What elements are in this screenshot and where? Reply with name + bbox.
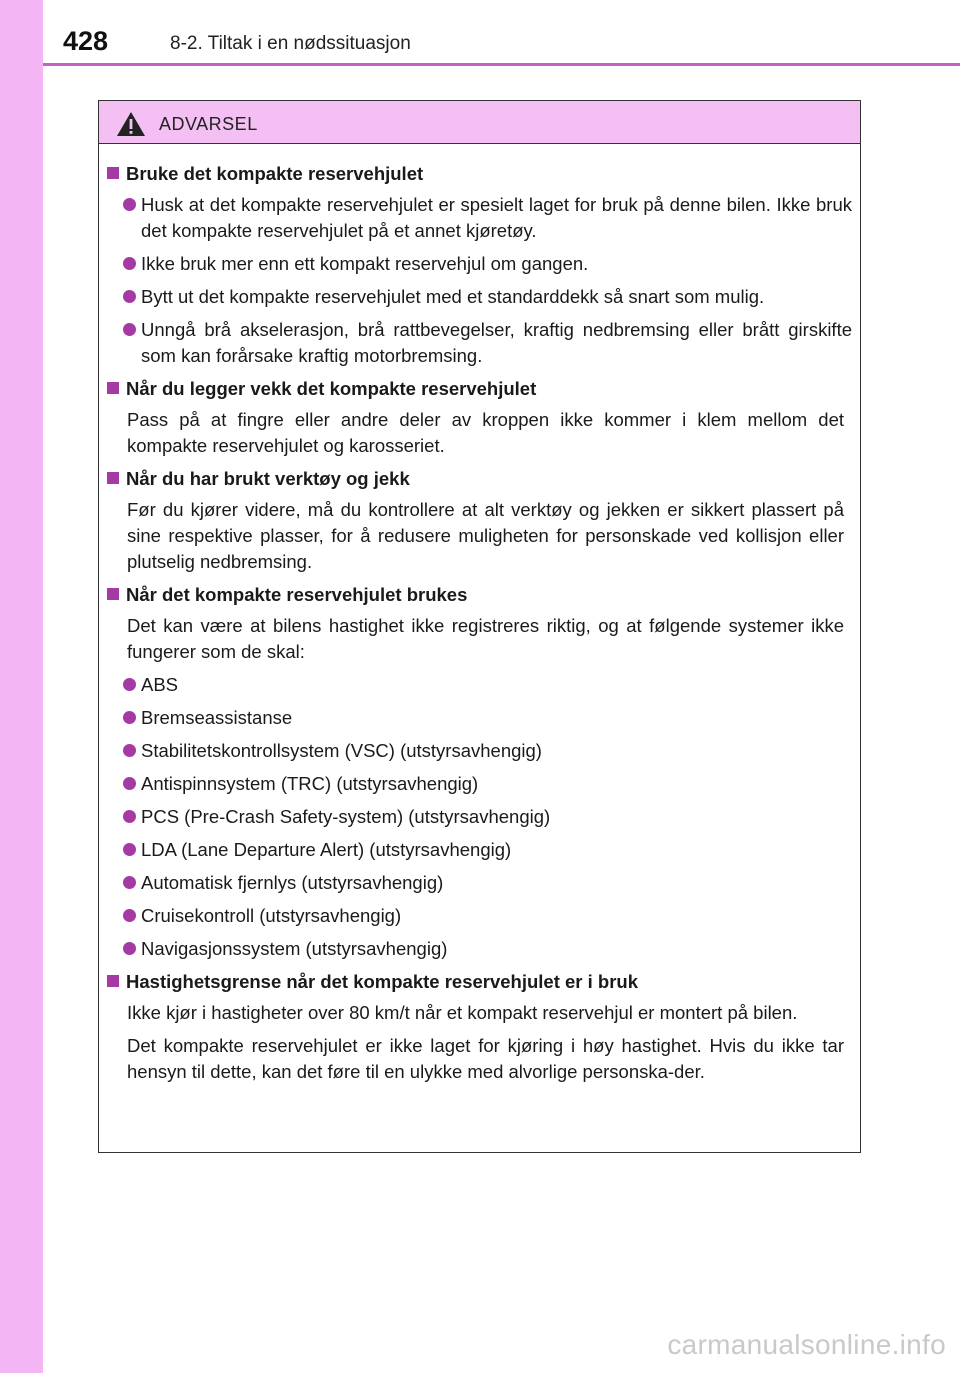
section-paragraph: Før du kjører videre, må du kontrollere at alt verktøy og jekken er sikkert plassert på sine respektive plasser, for å redusere muligheten for personskade ved kollisjon eller plutselig nedbremsing. [127,499,844,572]
square-bullet-icon [107,167,119,179]
section-heading: Når du har brukt verktøy og jekk [107,466,852,491]
section-paragraph: Det kompakte reservehjulet er ikke laget for kjøring i høy hastighet. Hvis du ikke tar hensyn til dette, kan det føre til en ulykke med alvorlige personska-der. [127,1035,844,1082]
page-number: 428 [63,26,109,56]
round-bullet-icon [123,198,136,211]
warning-box [98,100,861,1153]
section-paragraph: Ikke kjør i hastigheter over 80 km/t når et kompakt reservehjul er montert på bilen. [127,1002,798,1023]
round-bullet-icon [123,777,136,790]
bullet-item: Ikke bruk mer enn ett kompakt reservehjul om gangen. [123,251,852,277]
section-heading: Når du legger vekk det kompakte reservehjulet [107,376,852,401]
round-bullet-icon [123,257,136,270]
round-bullet-icon [123,810,136,823]
bullet-item: LDA (Lane Departure Alert) (utstyrsavhengig) [123,837,852,863]
round-bullet-icon [123,711,136,724]
bullet-item: Bytt ut det kompakte reservehjulet med et standarddekk så snart som mulig. [123,284,852,310]
section-heading: Når det kompakte reservehjulet brukes [107,582,852,607]
section-heading: Bruke det kompakte reservehjulet [107,161,852,186]
bullet-item: Automatisk fjernlys (utstyrsavhengig) [123,870,852,896]
bullet-item: PCS (Pre-Crash Safety-system) (utstyrsavhengig) [123,804,852,830]
bullet-item: Antispinnsystem (TRC) (utstyrsavhengig) [123,771,852,797]
bullet-item: Unngå brå akselerasjon, brå rattbevegelser, kraftig nedbremsing eller brått girskifte som kan forårsake kraftig motorbremsing. [123,317,852,369]
warning-header [99,101,860,144]
round-bullet-icon [123,678,136,691]
round-bullet-icon [123,843,136,856]
warning-title: ADVARSEL [159,114,258,134]
bullet-item: Cruisekontroll (utstyrsavhengig) [123,903,852,929]
bullet-item: ABS [123,672,852,698]
square-bullet-icon [107,975,119,987]
round-bullet-icon [123,909,136,922]
section-paragraph: Pass på at fingre eller andre deler av kroppen ikke kommer i klem mellom det kompakte reservehjulet og karosseriet. [127,409,844,456]
side-color-band [0,0,43,1373]
header-rule [43,63,960,66]
round-bullet-icon [123,744,136,757]
round-bullet-icon [123,876,136,889]
section-heading: Hastighetsgrense når det kompakte reservehjulet er i bruk [107,969,852,994]
round-bullet-icon [123,323,136,336]
watermark: carmanualsonline.info [667,1329,946,1360]
bullet-item: Stabilitetskontrollsystem (VSC) (utstyrsavhengig) [123,738,852,764]
square-bullet-icon [107,588,119,600]
section-title: 8-2. Tiltak i en nødssituasjon [170,33,411,54]
warning-content [99,144,860,1085]
square-bullet-icon [107,472,119,484]
bullet-item: Navigasjonssystem (utstyrsavhengig) [123,936,852,962]
round-bullet-icon [123,290,136,303]
warning-triangle-icon [116,111,146,137]
round-bullet-icon [123,942,136,955]
bullet-item: Bremseassistanse [123,705,852,731]
section-paragraph: Det kan være at bilens hastighet ikke registreres riktig, og at følgende systemer ikke fungerer som de skal: [127,615,844,662]
square-bullet-icon [107,382,119,394]
bullet-item: Husk at det kompakte reservehjulet er spesielt laget for bruk på denne bilen. Ikke bruk det kompakte reservehjulet på et annet kjøretøy. [123,192,852,244]
